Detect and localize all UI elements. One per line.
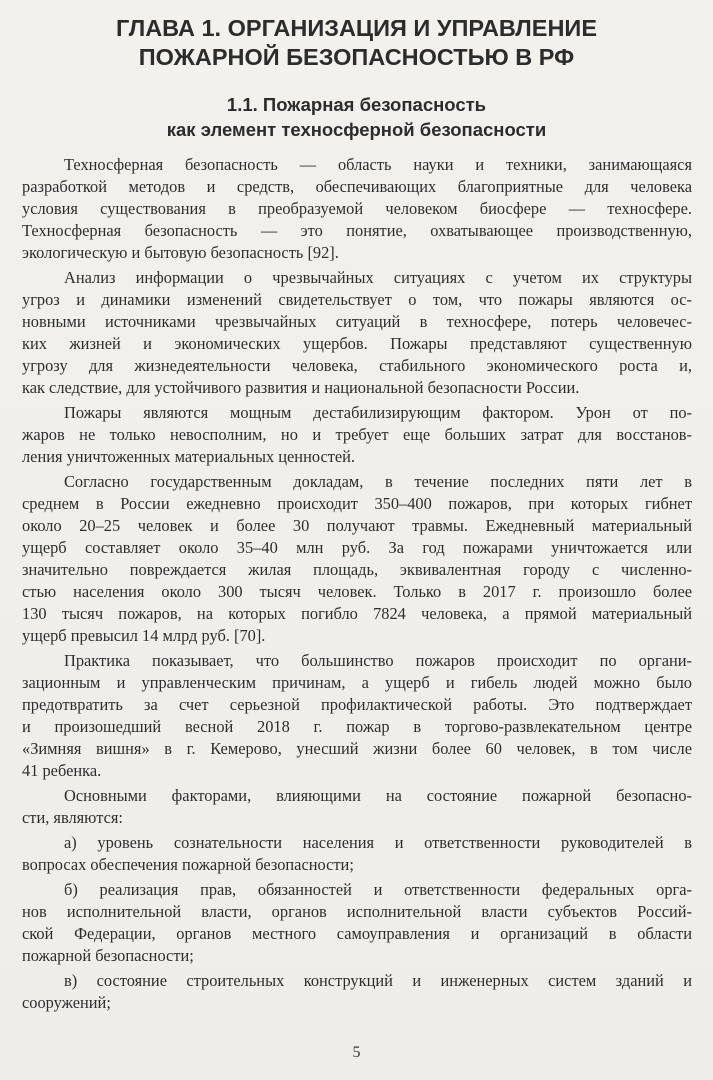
text-line: разработкой методов и средств, обеспечивающих благоприятные для человека <box>22 177 692 196</box>
section-title <box>40 92 673 142</box>
text-line: Согласно государственным докладам, в течение последних пяти лет в <box>64 472 692 491</box>
text-line: условия существования в преобразуемой человеком биосфере — техносфере. <box>22 199 692 218</box>
text-line: угрозу для жизнедеятельности человека, стабильного экономического роста и, <box>22 356 692 375</box>
text-line: как следствие, для устойчивого развития и национальной безопасности России. <box>22 378 580 397</box>
text-line: ущерб превысил 14 млрд руб. [70]. <box>22 626 266 645</box>
section-title-line: 1.1. Пожарная безопасность <box>226 94 487 115</box>
text-line: экологическую и бытовую безопасность [92]. <box>22 243 339 262</box>
chapter-title-line: ГЛАВА 1. ОРГАНИЗАЦИЯ И УПРАВЛЕНИЕ <box>115 15 597 41</box>
text-line: «Зимняя вишня» в г. Кемерово, унесший жизни более 60 человек, в том числе <box>22 739 692 758</box>
text-line: стью населения около 300 тысяч человек. Только в 2017 г. произошло более <box>22 582 692 601</box>
text-line: 41 ребенка. <box>22 761 102 780</box>
text-line: Техносферная безопасность — область науки и техники, занимающаяся <box>64 155 692 174</box>
text-line: Анализ информации о чрезвычайных ситуациях с учетом их структуры <box>64 268 692 287</box>
text-line: вопросах обеспечения пожарной безопасности; <box>22 855 354 874</box>
text-line: значительно повреждается жилая площадь, эквивалентная городу с численно- <box>22 560 692 579</box>
chapter-title <box>40 14 673 72</box>
text-line: зационным и управленческим причинам, а ущерб и гибель людей можно было <box>22 673 692 692</box>
paragraph <box>22 832 692 876</box>
paragraph <box>22 154 692 264</box>
text-line: ской Федерации, органов местного самоуправления и организаций в области <box>22 924 692 943</box>
paragraph <box>22 785 692 829</box>
text-line: ущерб составляет около 35–40 млн руб. За год пожарами уничтожается или <box>22 538 692 557</box>
text-line: пожарной безопасности; <box>22 946 194 965</box>
section-title-line: как элемент техносферной безопасности <box>166 119 547 140</box>
text-line: Техносферная безопасность — это понятие, охватывающее производственную, <box>22 221 692 240</box>
text-line: новными источниками чрезвычайных ситуаций в техносфере, потерь человечес- <box>22 312 692 331</box>
text-line: сооружений; <box>22 993 111 1012</box>
text-line: ления уничтоженных материальных ценностей. <box>22 447 356 466</box>
text-line: б) реализация прав, обязанностей и ответственности федеральных орга- <box>64 880 692 899</box>
text-line: Практика показывает, что большинство пожаров происходит по органи- <box>64 651 692 670</box>
text-line: нов исполнительной власти, органов исполнительной власти субъектов Россий- <box>22 902 692 921</box>
text-line: жаров не только невосполним, но и требует еще больших затрат для восстанов- <box>22 425 692 444</box>
text-line: 130 тысяч пожаров, на которых погибло 7824 человека, а прямой материальный <box>22 604 692 623</box>
text-line: угроз и динамики изменений свидетельствует о том, что пожары являются ос- <box>22 290 692 309</box>
text-line: предотвратить за счет серьезной профилактической работы. Это подтверждает <box>22 695 692 714</box>
text-line: Основными факторами, влияющими на состояние пожарной безопасно- <box>64 786 692 805</box>
text-line: и произошедший весной 2018 г. пожар в торгово-развлекательном центре <box>22 717 692 736</box>
text-line: сти, являются: <box>22 808 123 827</box>
text-line: Пожары являются мощным дестабилизирующим фактором. Урон от по- <box>64 403 692 422</box>
paragraph <box>22 402 692 468</box>
text-line: ких жизней и экономических ущербов. Пожары представляют существенную <box>22 334 692 353</box>
body-text <box>22 154 692 1017</box>
chapter-title-line: ПОЖАРНОЙ БЕЗОПАСНОСТЬЮ В РФ <box>138 44 575 70</box>
text-line: а) уровень сознательности населения и ответственности руководителей в <box>64 833 692 852</box>
paragraph <box>22 970 692 1014</box>
paragraph <box>22 879 692 967</box>
text-line: в) состояние строительных конструкций и инженерных систем зданий и <box>64 971 692 990</box>
page-number: 5 <box>352 1044 361 1061</box>
paragraph <box>22 471 692 647</box>
paragraph <box>22 267 692 399</box>
text-line: среднем в России ежедневно происходит 350–400 пожаров, при которых гибнет <box>22 494 692 513</box>
text-line: около 20–25 человек и более 30 получают травмы. Ежедневный материальный <box>22 516 692 535</box>
paragraph <box>22 650 692 782</box>
